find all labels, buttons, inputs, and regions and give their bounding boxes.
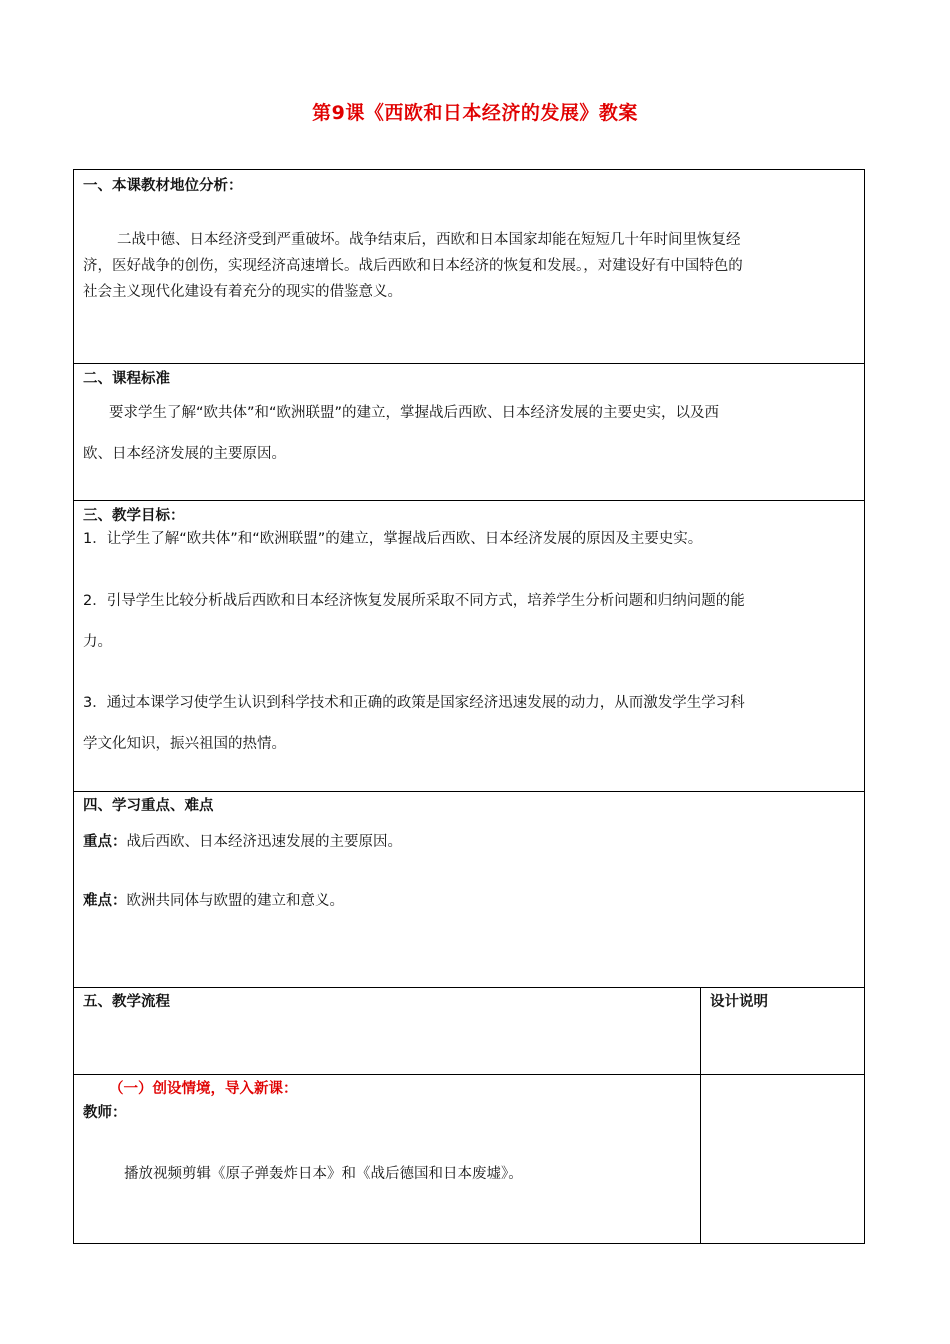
- paragraph-line: 社会主义现代化建设有着充分的现实的借鉴意义。: [83, 284, 402, 300]
- column-divider: [700, 988, 701, 1074]
- section-heading: 四、学习重点、难点: [83, 798, 214, 814]
- section-teaching-goals: [73, 500, 865, 792]
- subsection-heading: （一）创设情境，导入新课：: [109, 1081, 298, 1097]
- key-point-row: [83, 832, 402, 852]
- teacher-label: 教师：: [83, 1105, 127, 1121]
- section-textbook-position: [73, 169, 865, 364]
- paragraph-line: 要求学生了解“欧共体”和“欧洲联盟”的建立，掌握战后西欧、日本经济发展的主要史实，以及西: [109, 405, 720, 421]
- paragraph-line: 欧、日本经济发展的主要原因。: [83, 446, 286, 462]
- paragraph-line: 济，医好战争的创伤，实现经济高速增长。战后西欧和日本经济的恢复和发展。，对建设好有中国特色的: [83, 258, 743, 274]
- design-notes-heading: 设计说明: [710, 994, 768, 1010]
- column-divider: [700, 1075, 701, 1243]
- paragraph-line: 二战中德、日本经济受到严重破坏。战争结束后，西欧和日本国家却能在短短几十年时间里恢复经: [117, 232, 741, 248]
- section-key-points: [73, 791, 865, 988]
- goal-line: 3．通过本课学习使学生认识到科学技术和正确的政策是国家经济迅速发展的动力，从而激发学生学习科: [83, 695, 745, 711]
- document-title: 第9课《西欧和日本经济的发展》教案: [312, 102, 638, 124]
- section-lesson-intro: [73, 1074, 865, 1244]
- difficult-point-label: 难点：: [83, 893, 127, 909]
- goal-line: 2．引导学生比较分析战后西欧和日本经济恢复发展所采取不同方式，培养学生分析问题和归纳问题的能: [83, 593, 745, 609]
- section-heading: 二、课程标准: [83, 371, 170, 387]
- goal-line: 力。: [83, 634, 112, 650]
- goal-line: 1．让学生了解“欧共体”和“欧洲联盟”的建立，掌握战后西欧、日本经济发展的原因及主要史实。: [83, 531, 703, 547]
- section-teaching-process: [73, 987, 865, 1075]
- key-point-text: 战后西欧、日本经济迅速发展的主要原因。: [126, 834, 402, 850]
- section-heading: 五、教学流程: [83, 994, 170, 1010]
- goal-line: 学文化知识，振兴祖国的热情。: [83, 736, 286, 752]
- difficult-point-text: 欧洲共同体与欧盟的建立和意义。: [126, 893, 344, 909]
- key-point-label: 重点：: [83, 834, 127, 850]
- section-heading: 一、本课教材地位分析：: [83, 178, 243, 194]
- section-curriculum-standard: [73, 363, 865, 501]
- activity-text: 播放视频剪辑《原子弹轰炸日本》和《战后德国和日本废墟》。: [124, 1166, 523, 1182]
- section-heading: 三、教学目标：: [83, 508, 185, 524]
- difficult-point-row: [83, 891, 344, 911]
